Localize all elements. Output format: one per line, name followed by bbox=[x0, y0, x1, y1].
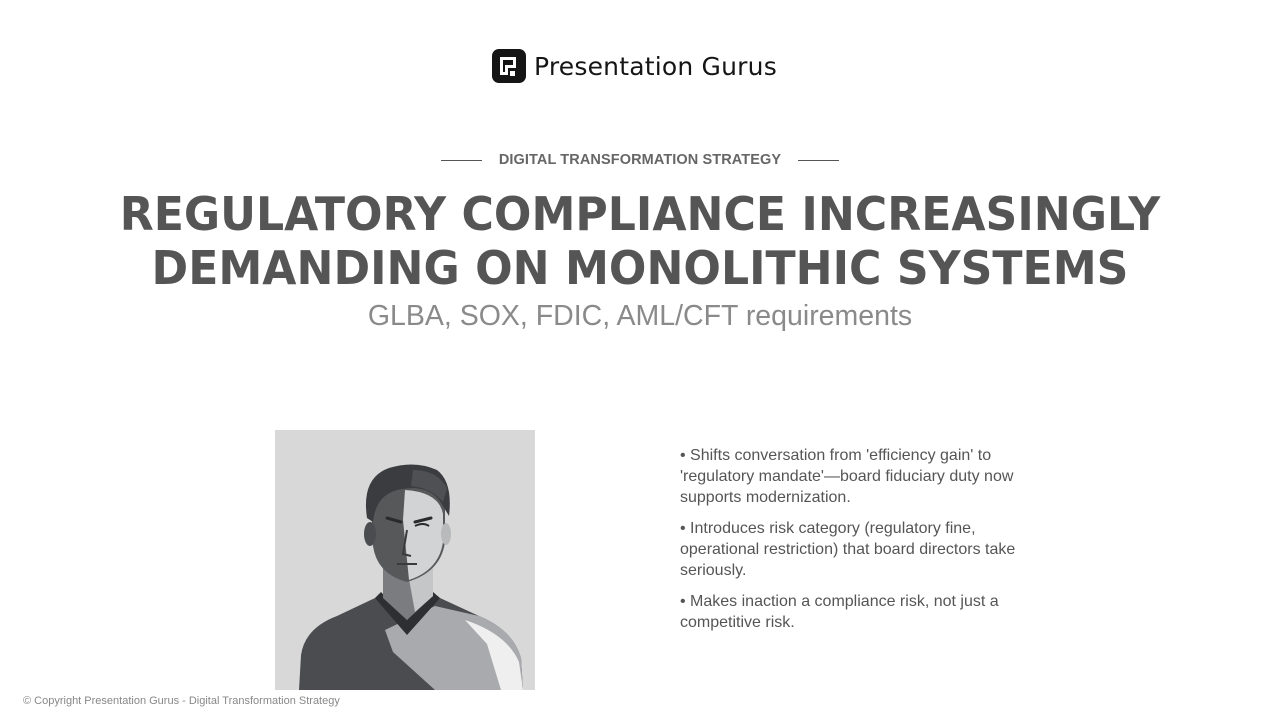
eyebrow-label: DIGITAL TRANSFORMATION STRATEGY bbox=[498, 152, 782, 168]
key-point: • Introduces risk category (regulatory fine, operational restriction) that board directors take seriously. bbox=[680, 518, 1052, 581]
copyright-footer: © Copyright Presentation Gurus - Digital Transformation Strategy bbox=[23, 695, 340, 707]
section-eyebrow bbox=[0, 152, 1280, 168]
brand-name: Presentation Gurus bbox=[534, 51, 777, 81]
slide-subtitle: GLBA, SOX, FDIC, AML/CFT requirements bbox=[367, 300, 913, 332]
eyebrow-divider-left bbox=[441, 160, 482, 161]
man-portrait-illustration bbox=[275, 430, 535, 690]
key-points-list bbox=[680, 445, 1052, 643]
key-point: • Shifts conversation from 'efficiency gain' to 'regulatory mandate'—board fiduciary duty now supports modernization. bbox=[680, 445, 1052, 508]
slide-title bbox=[26, 187, 1255, 295]
presentation-gurus-logo-icon bbox=[492, 49, 526, 83]
eyebrow-divider-right bbox=[798, 160, 839, 161]
slide-title-line-1: REGULATORY COMPLIANCE INCREASINGLY bbox=[119, 187, 1161, 241]
key-point: • Makes inaction a compliance risk, not just a competitive risk. bbox=[680, 591, 1052, 633]
slide-title-line-2: DEMANDING ON MONOLITHIC SYSTEMS bbox=[151, 241, 1129, 295]
brand-logo bbox=[492, 48, 777, 84]
